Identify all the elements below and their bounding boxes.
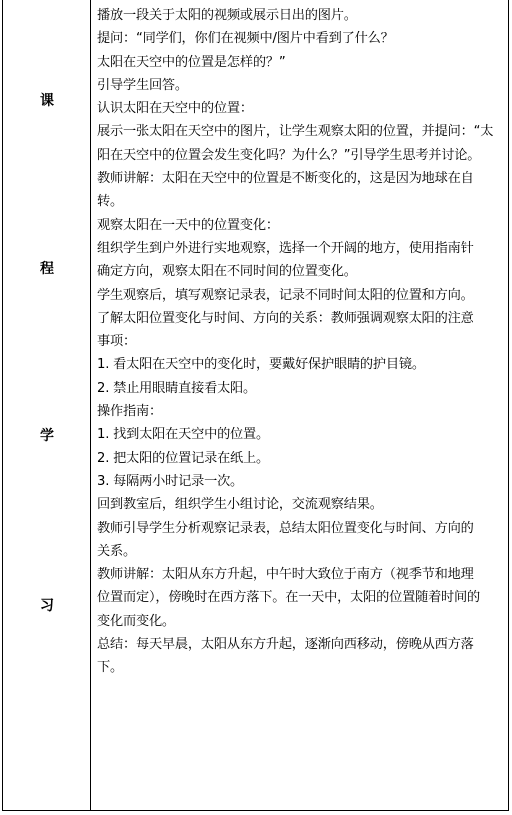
text-line: 组织学生到户外进行实地观察，选择一个开阔的地方，使用指南针 <box>97 240 474 256</box>
text-line: 转。 <box>97 194 123 210</box>
text-line: 展示一张太阳在天空中的图片，让学生观察太阳的位置，并提问：“太 <box>97 124 494 140</box>
text-line: 下。 <box>97 660 123 676</box>
text-line: 关系。 <box>97 543 136 559</box>
text-line: 操作指南： <box>97 404 162 420</box>
text-line: 变化而变化。 <box>97 613 175 629</box>
text-line: 2. 把太阳的位置记录在纸上。 <box>97 450 270 466</box>
text-line: 事项： <box>97 334 136 350</box>
text-line: 了解太阳位置变化与时间、方向的关系：教师强调观察太阳的注意 <box>97 310 474 326</box>
text-line: 确定方向，观察太阳在不同时间的位置变化。 <box>97 264 357 280</box>
lesson-content <box>97 4 507 680</box>
text-line: 阳在天空中的位置会发生变化吗？为什么？”引导学生思考并讨论。 <box>97 147 481 163</box>
side-label-xi: 习 <box>40 598 54 614</box>
text-line: 教师引导学生分析观察记录表，总结太阳位置变化与时间、方向的 <box>97 520 474 536</box>
side-label-xue: 学 <box>40 428 54 444</box>
text-line: 认识太阳在天空中的位置： <box>97 101 253 117</box>
text-line: 播放一段关于太阳的视频或展示日出的图片。 <box>97 8 357 23</box>
side-label-column <box>3 0 91 810</box>
text-line: 回到教室后，组织学生小组讨论，交流观察结果。 <box>97 497 383 513</box>
text-line: 教师讲解：太阳从东方升起，中午时大致位于南方（视季节和地理 <box>97 567 474 583</box>
text-line: 引导学生回答。 <box>97 77 188 93</box>
text-line: 总结：每天早晨，太阳从东方升起，逐渐向西移动，傍晚从西方落 <box>97 637 474 653</box>
side-label-cheng: 程 <box>40 261 54 277</box>
text-line: 3. 每隔两小时记录一次。 <box>97 473 244 489</box>
text-line: 观察太阳在一天中的位置变化： <box>97 217 279 233</box>
lesson-table <box>2 0 509 811</box>
text-line: 学生观察后，填写观察记录表，记录不同时间太阳的位置和方向。 <box>97 287 474 303</box>
side-label-ke: 课 <box>40 93 54 109</box>
text-line: 提问：“同学们，你们在视频中/图片中看到了什么？ <box>97 31 394 47</box>
text-line: 教师讲解：太阳在天空中的位置是不断变化的，这是因为地球在自 <box>97 171 474 187</box>
text-line: 位置而定），傍晚时在西方落下。在一天中，太阳的位置随着时间的 <box>97 590 481 606</box>
text-line: 2. 禁止用眼睛直接看太阳。 <box>97 380 257 396</box>
text-line: 太阳在天空中的位置是怎样的？” <box>97 54 286 70</box>
text-line: 1. 找到太阳在天空中的位置。 <box>97 427 270 443</box>
text-line: 1. 看太阳在天空中的变化时，要戴好保护眼睛的护目镜。 <box>97 357 425 373</box>
